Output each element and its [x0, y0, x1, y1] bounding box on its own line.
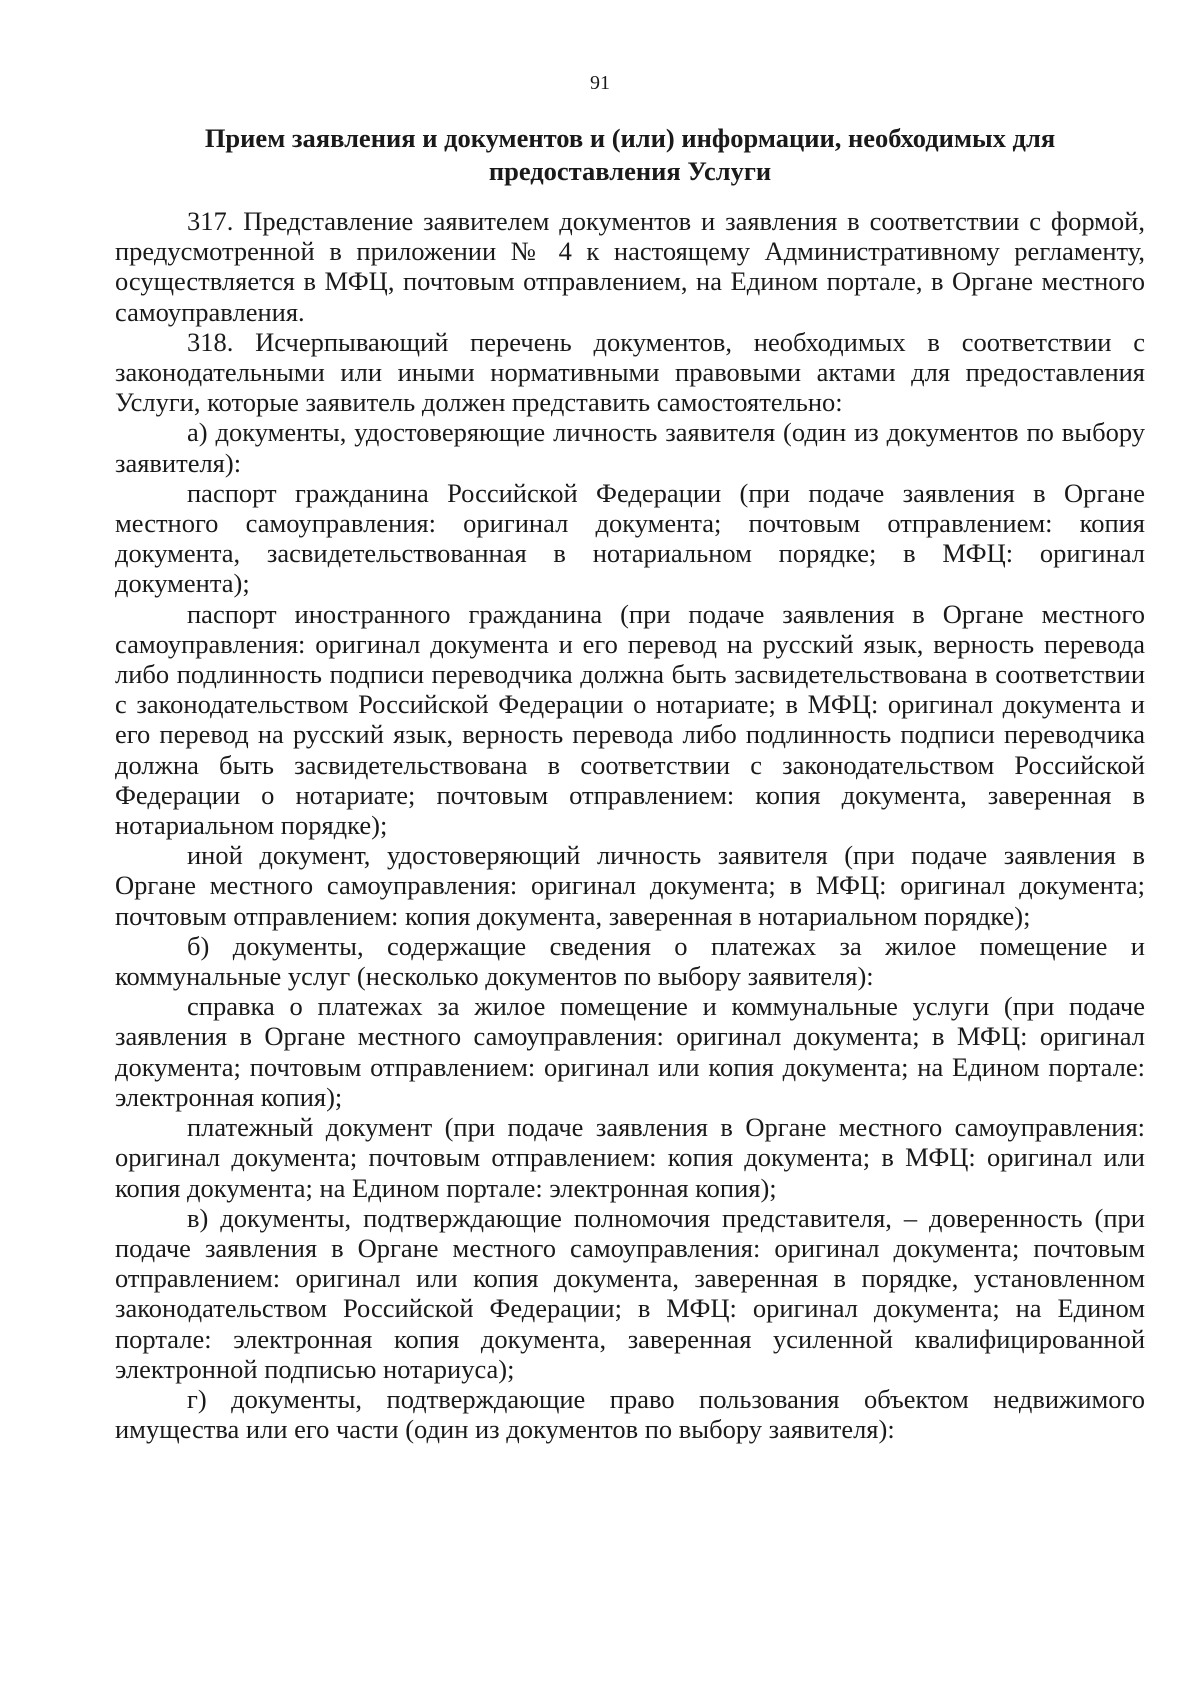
list-item-payment-document: платежный документ (при подаче заявления в Органе местного самоуправления: оригинал документа; почтовым отправлением: копия документа; в МФЦ: оригинал или копия документа; на Едином портале: электронная копия); [115, 1112, 1145, 1203]
list-item-other-identity-document: иной документ, удостоверяющий личность заявителя (при подаче заявления в Органе местного самоуправления: оригинал документа; в МФЦ: оригинал документа; почтовым отправлением: копия документа, заверенная в нотариальном порядке); [115, 840, 1145, 931]
list-item-b-payment-documents: б) документы, содержащие сведения о платежах за жилое помещение и коммунальные услуг (несколько документов по выбору заявителя): [115, 930, 1145, 992]
list-item-g-property-rights: г) документы, подтверждающие право пользования объектом недвижимого имущества или его части (один из документов по выбору заявителя): [115, 1383, 1145, 1445]
page-number: 91 [590, 72, 610, 94]
section-heading-line-2: предоставления Услуги [488, 156, 772, 186]
list-item-a-identity-documents: а) документы, удостоверяющие личность заявителя (один из документов по выбору заявителя): [115, 417, 1145, 478]
list-item-russian-passport: паспорт гражданина Российской Федерации (при подаче заявления в Органе местного самоуправления: оригинал документа; почтовым отправлением: копия документа, засвидетельствованная в нотариальном порядке; в МФЦ: оригинал документа); [115, 477, 1145, 599]
list-item-v-power-of-attorney: в) документы, подтверждающие полномочия представителя, – доверенность (при подаче заявления в Органе местного самоуправления: оригинал документа; почтовым отправлением: оригинал или копия документа, заверенная в порядке, установленном законодательством Российской Федерации; в МФЦ: оригинал документа; на Едином портале: электронная копия документа, заверенная усиленной квалифицированной электронной подписью нотариуса); [115, 1202, 1145, 1384]
paragraph-318: 318. Исчерпывающий перечень документов, необходимых в соответствии с законодательными или иными нормативными правовыми актами для предоставления Услуги, которые заявитель должен представить самостоятельно: [115, 326, 1145, 418]
section-heading-line-1: Прием заявления и документов и (или) информации, необходимых для [204, 123, 1056, 153]
list-item-payment-certificate: справка о платежах за жилое помещение и коммунальные услуги (при подаче заявления в Органе местного самоуправления: оригинал документа; в МФЦ: оригинал документа; почтовым отправлением: оригинал или копия документа; на Едином портале: электронная копия); [115, 991, 1145, 1112]
document-body [115, 206, 1145, 1444]
list-item-foreign-passport: паспорт иностранного гражданина (при подаче заявления в Органе местного самоуправления: оригинал документа и его перевод на русский язык, верность перевода либо подлинность подписи переводчика должна быть засвидетельствована в соответствии с законодательством Российской Федерации о нотариате; в МФЦ: оригинал документа и его перевод на русский язык, верность перевода либо подлинность подписи переводчика должна быть засвидетельствована в соответствии с законодательством Российской Федерации о нотариате; почтовым отправлением: копия документа, заверенная в нотариальном порядке); [115, 598, 1145, 841]
section-heading [115, 122, 1145, 188]
paragraph-317: 317. Представление заявителем документов и заявления в соответствии с формой, предусмотренной в приложении № 4 к настоящему Административному регламенту, осуществляется в МФЦ, почтовым отправлением, на Едином портале, в Органе местного самоуправления. [115, 206, 1145, 327]
